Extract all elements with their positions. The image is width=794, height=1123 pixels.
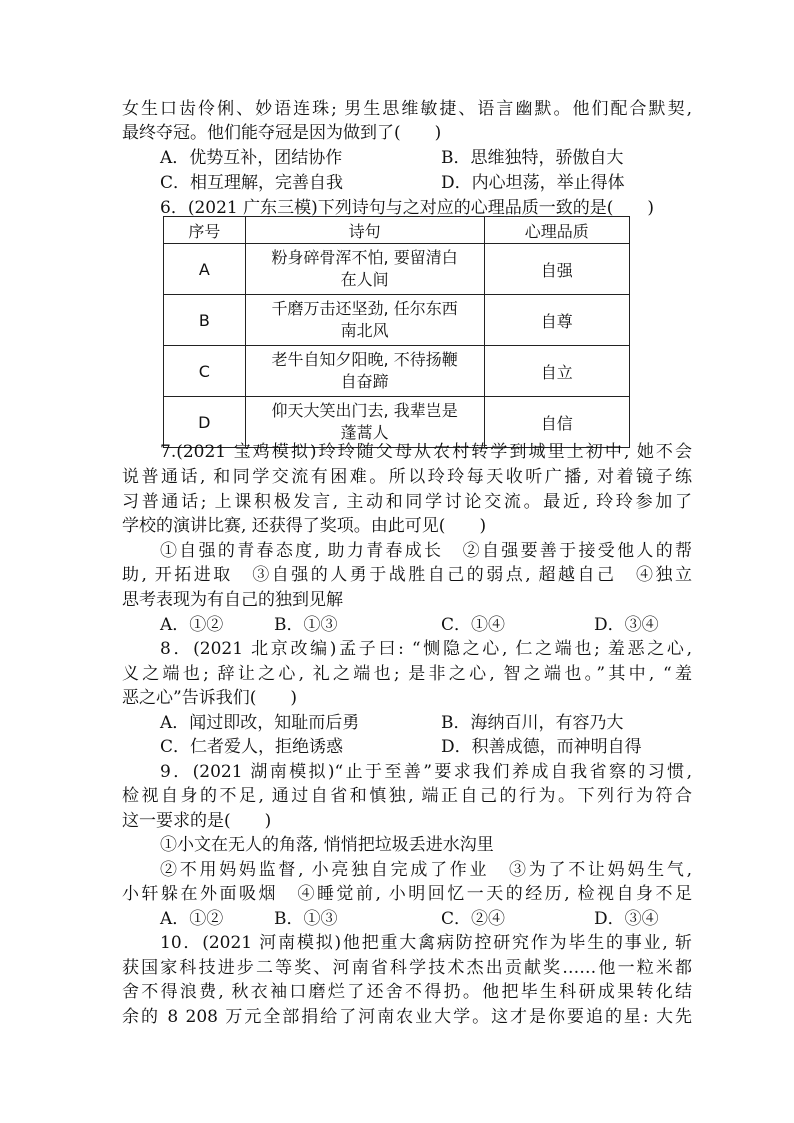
row-id: D (164, 397, 246, 448)
q9-option-c: C．②④ (441, 909, 506, 929)
q10-line-4: 余的 8 208 万元全部捐给了河南农业大学。这才是你要追的星: 大先 (122, 1007, 692, 1027)
row-quality: 自立 (484, 346, 629, 397)
q9-statement-line-1: ①小文在无人的角落, 悄悄把垃圾丢进水沟里 (160, 835, 494, 855)
q7-statement-line-1: ①自强的青春态度, 助力青春成长 ②自强要善于接受他人的帮 (160, 541, 692, 561)
poem-line-2: 蓬蒿人 (340, 423, 389, 442)
q9-line-3: 这一要求的是( ) (122, 811, 272, 831)
q8-option-d: D．积善成德，而神明自得 (441, 737, 642, 757)
header-poem: 诗句 (245, 217, 484, 244)
q9-line-1: 9．(2021 湖南模拟)“止于至善”要求我们养成自我省察的习惯, (160, 762, 692, 782)
q7-option-c: C．①④ (441, 615, 506, 635)
q7-option-b: B．①③ (274, 615, 338, 635)
q5-line-2: 最终夺冠。他们能夺冠是因为做到了( ) (122, 123, 442, 143)
q5-line-1: 女生口齿伶俐、妙语连珠; 男生思维敏捷、语言幽默。他们配合默契, (122, 99, 692, 119)
q6-stem: 6．(2021 广东三模)下列诗句与之对应的心理品质一致的是( ) (160, 198, 655, 218)
q9-option-d: D．③④ (594, 909, 659, 929)
q8-option-c: C．仁者爱人，拒绝诱惑 (160, 737, 344, 757)
row-quality: 自强 (484, 244, 629, 295)
table-row (164, 295, 630, 346)
poem-line-2: 南北风 (340, 321, 389, 340)
q7-statement-line-3: 思考表现为有自己的独到见解 (122, 590, 343, 610)
q9-line-2: 检视自身的不足, 通过自省和慎独, 端正自己的行为。下列行为符合 (122, 786, 692, 806)
row-poem (245, 244, 484, 295)
table-row (164, 244, 630, 295)
row-poem (245, 346, 484, 397)
q7-line-2: 说普通话, 和同学交流有困难。所以玲玲每天收听广播, 对着镜子练 (122, 467, 692, 487)
q8-option-b: B．海纳百川，有容乃大 (441, 713, 624, 733)
q5-option-d: D．内心坦荡，举止得体 (441, 173, 625, 193)
row-id: C (164, 346, 246, 397)
table-header-row (164, 217, 630, 244)
poem-line-1: 千磨万击还坚劲, 任尔东西 (271, 299, 458, 318)
q7-line-3: 习普通话; 上课积极发言, 主动和同学讨论交流。最近, 玲玲参加了 (122, 492, 692, 512)
q8-line-3: 恶之心”告诉我们( ) (122, 688, 297, 708)
q9-option-a: A．①② (160, 909, 224, 929)
q9-statement-line-2: ②不用妈妈监督, 小亮独自完成了作业 ③为了不让妈妈生气, (160, 860, 692, 880)
poem-line-2: 自奋蹄 (340, 372, 389, 391)
q10-line-2: 获国家科技进步二等奖、河南省科学技术杰出贡献奖……他一粒米都 (122, 958, 692, 978)
q7-statement-line-2: 助, 开拓进取 ③自强的人勇于战胜自己的弱点, 超越自己 ④独立 (122, 565, 692, 585)
q8-line-1: 8．(2021 北京改编)孟子曰: “恻隐之心, 仁之端也; 羞恶之心, (160, 639, 692, 659)
poem-line-2: 在人间 (340, 270, 389, 289)
q5-option-c: C．相互理解，完善自我 (160, 173, 344, 193)
q7-line-1: 7.(2021 宝鸡模拟)玲玲随父母从农村转学到城里上初中, 她不会 (160, 442, 692, 462)
q5-option-a: A．优势互补，团结协作 (160, 148, 343, 168)
table-row (164, 346, 630, 397)
q10-line-1: 10．(2021 河南模拟)他把重大禽病防控研究作为毕生的事业, 斩 (160, 933, 692, 953)
row-quality: 自信 (484, 397, 629, 448)
poem-line-1: 仰天大笑出门去, 我辈岂是 (271, 401, 458, 420)
row-quality: 自尊 (484, 295, 629, 346)
q7-option-d: D．③④ (594, 615, 659, 635)
q6-table (163, 216, 630, 448)
header-quality: 心理品质 (484, 217, 629, 244)
q5-option-b: B．思维独特，骄傲自大 (441, 148, 624, 168)
q7-line-4: 学校的演讲比赛, 还获得了奖项。由此可见( ) (122, 516, 487, 536)
q8-option-a: A．闻过即改，知耻而后勇 (160, 713, 360, 733)
row-poem (245, 295, 484, 346)
q8-line-2: 义之端也; 辞让之心, 礼之端也; 是非之心, 智之端也。”其中, “羞 (122, 664, 692, 684)
q7-option-a: A．①② (160, 615, 224, 635)
row-id: A (164, 244, 246, 295)
row-id: B (164, 295, 246, 346)
poem-line-1: 老牛自知夕阳晚, 不待扬鞭 (271, 350, 458, 369)
q9-option-b: B．①③ (274, 909, 338, 929)
poem-line-1: 粉身碎骨浑不怕, 要留清白 (271, 248, 458, 267)
header-number: 序号 (164, 217, 246, 244)
q9-statement-line-3: 小轩躲在外面吸烟 ④睡觉前, 小明回忆一天的经历, 检视自身不足 (122, 884, 692, 904)
q10-line-3: 舍不得浪费, 秋衣袖口磨烂了还舍不得扔。他把毕生科研成果转化结 (122, 982, 692, 1002)
